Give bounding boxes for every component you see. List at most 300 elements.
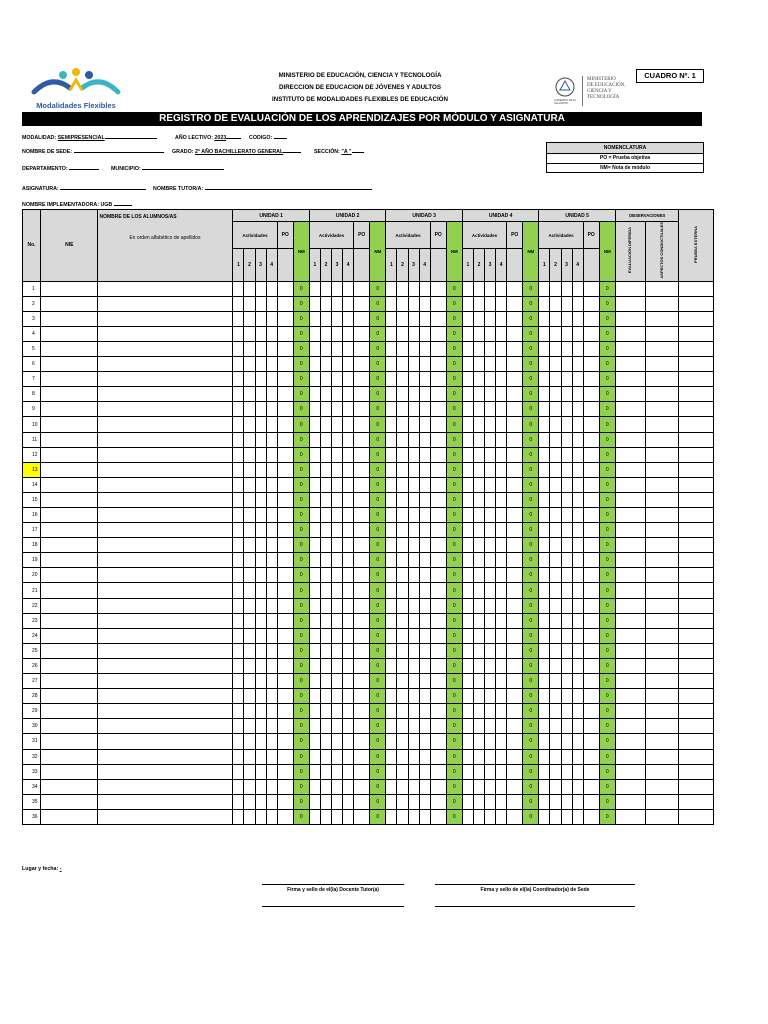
evaluacion-diferida-cell[interactable]: [615, 462, 645, 477]
po-score-cell[interactable]: [354, 628, 370, 643]
activity-score-cell[interactable]: [386, 553, 397, 568]
po-score-cell[interactable]: [583, 719, 599, 734]
activity-score-cell[interactable]: [462, 704, 473, 719]
activity-score-cell[interactable]: [266, 311, 277, 326]
activity-score-cell[interactable]: [419, 689, 430, 704]
activity-score-cell[interactable]: [572, 779, 583, 794]
activity-score-cell[interactable]: [572, 296, 583, 311]
aspectos-conductuales-cell[interactable]: [646, 598, 679, 613]
activity-score-cell[interactable]: [255, 794, 266, 809]
po-score-cell[interactable]: [277, 583, 293, 598]
activity-score-cell[interactable]: [496, 402, 507, 417]
activity-score-cell[interactable]: [572, 341, 583, 356]
activity-score-cell[interactable]: [496, 704, 507, 719]
activity-score-cell[interactable]: [462, 674, 473, 689]
activity-score-cell[interactable]: [309, 477, 320, 492]
prueba-externa-cell[interactable]: [679, 357, 714, 372]
activity-score-cell[interactable]: [550, 553, 561, 568]
activity-score-cell[interactable]: [343, 583, 354, 598]
aspectos-conductuales-cell[interactable]: [646, 372, 679, 387]
prueba-externa-cell[interactable]: [679, 387, 714, 402]
activity-score-cell[interactable]: [485, 719, 496, 734]
activity-score-cell[interactable]: [419, 583, 430, 598]
activity-score-cell[interactable]: [320, 568, 331, 583]
activity-score-cell[interactable]: [343, 372, 354, 387]
activity-score-cell[interactable]: [485, 311, 496, 326]
evaluacion-diferida-cell[interactable]: [615, 689, 645, 704]
activity-score-cell[interactable]: [496, 538, 507, 553]
activity-score-cell[interactable]: [572, 643, 583, 658]
activity-score-cell[interactable]: [473, 643, 484, 658]
activity-score-cell[interactable]: [408, 508, 419, 523]
activity-score-cell[interactable]: [386, 704, 397, 719]
activity-score-cell[interactable]: [233, 387, 244, 402]
activity-score-cell[interactable]: [462, 809, 473, 824]
aspectos-conductuales-cell[interactable]: [646, 523, 679, 538]
po-score-cell[interactable]: [507, 387, 523, 402]
po-score-cell[interactable]: [507, 674, 523, 689]
po-score-cell[interactable]: [277, 689, 293, 704]
activity-score-cell[interactable]: [572, 402, 583, 417]
activity-score-cell[interactable]: [397, 311, 408, 326]
po-score-cell[interactable]: [430, 568, 446, 583]
activity-score-cell[interactable]: [496, 492, 507, 507]
activity-score-cell[interactable]: [419, 311, 430, 326]
activity-score-cell[interactable]: [408, 643, 419, 658]
activity-score-cell[interactable]: [255, 734, 266, 749]
activity-score-cell[interactable]: [233, 417, 244, 432]
activity-score-cell[interactable]: [332, 372, 343, 387]
activity-score-cell[interactable]: [309, 779, 320, 794]
evaluacion-diferida-cell[interactable]: [615, 719, 645, 734]
po-score-cell[interactable]: [507, 281, 523, 296]
activity-score-cell[interactable]: [397, 598, 408, 613]
activity-score-cell[interactable]: [255, 447, 266, 462]
activity-score-cell[interactable]: [266, 432, 277, 447]
po-score-cell[interactable]: [430, 311, 446, 326]
activity-score-cell[interactable]: [255, 719, 266, 734]
aspectos-conductuales-cell[interactable]: [646, 341, 679, 356]
activity-score-cell[interactable]: [485, 764, 496, 779]
activity-score-cell[interactable]: [485, 568, 496, 583]
activity-score-cell[interactable]: [332, 281, 343, 296]
nie-cell[interactable]: [41, 613, 98, 628]
activity-score-cell[interactable]: [539, 764, 550, 779]
activity-score-cell[interactable]: [462, 583, 473, 598]
activity-score-cell[interactable]: [397, 326, 408, 341]
activity-score-cell[interactable]: [496, 417, 507, 432]
aspectos-conductuales-cell[interactable]: [646, 538, 679, 553]
activity-score-cell[interactable]: [343, 658, 354, 673]
activity-score-cell[interactable]: [255, 508, 266, 523]
activity-score-cell[interactable]: [244, 462, 255, 477]
activity-score-cell[interactable]: [408, 719, 419, 734]
activity-score-cell[interactable]: [419, 417, 430, 432]
activity-score-cell[interactable]: [266, 779, 277, 794]
activity-score-cell[interactable]: [462, 598, 473, 613]
prueba-externa-cell[interactable]: [679, 402, 714, 417]
activity-score-cell[interactable]: [572, 809, 583, 824]
activity-score-cell[interactable]: [572, 719, 583, 734]
activity-score-cell[interactable]: [419, 764, 430, 779]
prueba-externa-cell[interactable]: [679, 613, 714, 628]
activity-score-cell[interactable]: [462, 326, 473, 341]
activity-score-cell[interactable]: [332, 583, 343, 598]
po-score-cell[interactable]: [277, 326, 293, 341]
po-score-cell[interactable]: [430, 492, 446, 507]
activity-score-cell[interactable]: [462, 523, 473, 538]
activity-score-cell[interactable]: [320, 794, 331, 809]
activity-score-cell[interactable]: [332, 658, 343, 673]
activity-score-cell[interactable]: [397, 719, 408, 734]
activity-score-cell[interactable]: [550, 613, 561, 628]
activity-score-cell[interactable]: [473, 447, 484, 462]
prueba-externa-cell[interactable]: [679, 583, 714, 598]
activity-score-cell[interactable]: [539, 568, 550, 583]
nie-cell[interactable]: [41, 689, 98, 704]
activity-score-cell[interactable]: [309, 598, 320, 613]
evaluacion-diferida-cell[interactable]: [615, 523, 645, 538]
activity-score-cell[interactable]: [419, 719, 430, 734]
po-score-cell[interactable]: [583, 734, 599, 749]
activity-score-cell[interactable]: [572, 508, 583, 523]
po-score-cell[interactable]: [430, 553, 446, 568]
aspectos-conductuales-cell[interactable]: [646, 508, 679, 523]
activity-score-cell[interactable]: [244, 296, 255, 311]
activity-score-cell[interactable]: [386, 492, 397, 507]
po-score-cell[interactable]: [507, 326, 523, 341]
activity-score-cell[interactable]: [496, 387, 507, 402]
activity-score-cell[interactable]: [539, 477, 550, 492]
activity-score-cell[interactable]: [485, 734, 496, 749]
po-score-cell[interactable]: [583, 794, 599, 809]
activity-score-cell[interactable]: [244, 568, 255, 583]
activity-score-cell[interactable]: [408, 749, 419, 764]
evaluacion-diferida-cell[interactable]: [615, 643, 645, 658]
activity-score-cell[interactable]: [572, 492, 583, 507]
prueba-externa-cell[interactable]: [679, 281, 714, 296]
activity-score-cell[interactable]: [320, 704, 331, 719]
aspectos-conductuales-cell[interactable]: [646, 281, 679, 296]
activity-score-cell[interactable]: [473, 658, 484, 673]
prueba-externa-cell[interactable]: [679, 326, 714, 341]
activity-score-cell[interactable]: [397, 568, 408, 583]
activity-score-cell[interactable]: [485, 281, 496, 296]
student-name-cell[interactable]: [98, 568, 233, 583]
activity-score-cell[interactable]: [309, 764, 320, 779]
activity-score-cell[interactable]: [539, 779, 550, 794]
po-score-cell[interactable]: [277, 508, 293, 523]
activity-score-cell[interactable]: [244, 432, 255, 447]
aspectos-conductuales-cell[interactable]: [646, 447, 679, 462]
activity-score-cell[interactable]: [233, 372, 244, 387]
activity-score-cell[interactable]: [320, 326, 331, 341]
activity-score-cell[interactable]: [266, 296, 277, 311]
nie-cell[interactable]: [41, 719, 98, 734]
activity-score-cell[interactable]: [539, 704, 550, 719]
activity-score-cell[interactable]: [550, 492, 561, 507]
activity-score-cell[interactable]: [332, 628, 343, 643]
nie-cell[interactable]: [41, 523, 98, 538]
activity-score-cell[interactable]: [343, 553, 354, 568]
activity-score-cell[interactable]: [397, 447, 408, 462]
prueba-externa-cell[interactable]: [679, 764, 714, 779]
activity-score-cell[interactable]: [572, 794, 583, 809]
activity-score-cell[interactable]: [496, 658, 507, 673]
activity-score-cell[interactable]: [309, 704, 320, 719]
activity-score-cell[interactable]: [485, 341, 496, 356]
aspectos-conductuales-cell[interactable]: [646, 674, 679, 689]
activity-score-cell[interactable]: [485, 372, 496, 387]
student-name-cell[interactable]: [98, 583, 233, 598]
po-score-cell[interactable]: [583, 462, 599, 477]
asignatura-input[interactable]: [60, 184, 146, 190]
activity-score-cell[interactable]: [539, 628, 550, 643]
po-score-cell[interactable]: [507, 523, 523, 538]
activity-score-cell[interactable]: [485, 477, 496, 492]
activity-score-cell[interactable]: [539, 719, 550, 734]
activity-score-cell[interactable]: [255, 749, 266, 764]
activity-score-cell[interactable]: [255, 326, 266, 341]
activity-score-cell[interactable]: [496, 462, 507, 477]
activity-score-cell[interactable]: [550, 734, 561, 749]
po-score-cell[interactable]: [507, 477, 523, 492]
prueba-externa-cell[interactable]: [679, 658, 714, 673]
student-name-cell[interactable]: [98, 387, 233, 402]
activity-score-cell[interactable]: [255, 598, 266, 613]
po-score-cell[interactable]: [277, 417, 293, 432]
activity-score-cell[interactable]: [539, 794, 550, 809]
activity-score-cell[interactable]: [485, 613, 496, 628]
po-score-cell[interactable]: [277, 764, 293, 779]
activity-score-cell[interactable]: [386, 749, 397, 764]
activity-score-cell[interactable]: [473, 794, 484, 809]
po-score-cell[interactable]: [277, 613, 293, 628]
po-score-cell[interactable]: [354, 417, 370, 432]
activity-score-cell[interactable]: [386, 764, 397, 779]
activity-score-cell[interactable]: [343, 387, 354, 402]
activity-score-cell[interactable]: [550, 447, 561, 462]
student-name-cell[interactable]: [98, 749, 233, 764]
activity-score-cell[interactable]: [485, 357, 496, 372]
po-score-cell[interactable]: [430, 402, 446, 417]
activity-score-cell[interactable]: [496, 553, 507, 568]
po-score-cell[interactable]: [430, 809, 446, 824]
activity-score-cell[interactable]: [266, 372, 277, 387]
po-score-cell[interactable]: [430, 372, 446, 387]
activity-score-cell[interactable]: [397, 492, 408, 507]
po-score-cell[interactable]: [354, 402, 370, 417]
activity-score-cell[interactable]: [386, 326, 397, 341]
activity-score-cell[interactable]: [561, 538, 572, 553]
activity-score-cell[interactable]: [473, 583, 484, 598]
activity-score-cell[interactable]: [408, 311, 419, 326]
po-score-cell[interactable]: [354, 296, 370, 311]
activity-score-cell[interactable]: [244, 447, 255, 462]
nie-cell[interactable]: [41, 674, 98, 689]
evaluacion-diferida-cell[interactable]: [615, 508, 645, 523]
activity-score-cell[interactable]: [397, 296, 408, 311]
activity-score-cell[interactable]: [462, 689, 473, 704]
activity-score-cell[interactable]: [408, 779, 419, 794]
activity-score-cell[interactable]: [244, 523, 255, 538]
activity-score-cell[interactable]: [343, 296, 354, 311]
po-score-cell[interactable]: [354, 719, 370, 734]
activity-score-cell[interactable]: [332, 809, 343, 824]
activity-score-cell[interactable]: [233, 523, 244, 538]
activity-score-cell[interactable]: [266, 764, 277, 779]
activity-score-cell[interactable]: [539, 432, 550, 447]
activity-score-cell[interactable]: [332, 357, 343, 372]
activity-score-cell[interactable]: [233, 326, 244, 341]
activity-score-cell[interactable]: [255, 432, 266, 447]
activity-score-cell[interactable]: [343, 689, 354, 704]
activity-score-cell[interactable]: [386, 583, 397, 598]
activity-score-cell[interactable]: [233, 719, 244, 734]
prueba-externa-cell[interactable]: [679, 719, 714, 734]
activity-score-cell[interactable]: [408, 477, 419, 492]
activity-score-cell[interactable]: [550, 764, 561, 779]
aspectos-conductuales-cell[interactable]: [646, 809, 679, 824]
activity-score-cell[interactable]: [233, 477, 244, 492]
activity-score-cell[interactable]: [561, 417, 572, 432]
activity-score-cell[interactable]: [255, 341, 266, 356]
activity-score-cell[interactable]: [408, 704, 419, 719]
activity-score-cell[interactable]: [255, 387, 266, 402]
activity-score-cell[interactable]: [485, 749, 496, 764]
evaluacion-diferida-cell[interactable]: [615, 326, 645, 341]
prueba-externa-cell[interactable]: [679, 492, 714, 507]
po-score-cell[interactable]: [354, 764, 370, 779]
activity-score-cell[interactable]: [419, 779, 430, 794]
activity-score-cell[interactable]: [244, 749, 255, 764]
activity-score-cell[interactable]: [332, 326, 343, 341]
activity-score-cell[interactable]: [462, 643, 473, 658]
po-score-cell[interactable]: [354, 538, 370, 553]
po-score-cell[interactable]: [277, 643, 293, 658]
activity-score-cell[interactable]: [572, 417, 583, 432]
activity-score-cell[interactable]: [309, 583, 320, 598]
prueba-externa-cell[interactable]: [679, 628, 714, 643]
activity-score-cell[interactable]: [462, 341, 473, 356]
nie-cell[interactable]: [41, 462, 98, 477]
po-score-cell[interactable]: [507, 583, 523, 598]
activity-score-cell[interactable]: [332, 794, 343, 809]
evaluacion-diferida-cell[interactable]: [615, 568, 645, 583]
po-score-cell[interactable]: [507, 734, 523, 749]
po-score-cell[interactable]: [354, 674, 370, 689]
activity-score-cell[interactable]: [343, 432, 354, 447]
activity-score-cell[interactable]: [473, 628, 484, 643]
student-name-cell[interactable]: [98, 477, 233, 492]
activity-score-cell[interactable]: [266, 553, 277, 568]
activity-score-cell[interactable]: [233, 341, 244, 356]
activity-score-cell[interactable]: [550, 628, 561, 643]
activity-score-cell[interactable]: [550, 538, 561, 553]
student-name-cell[interactable]: [98, 719, 233, 734]
activity-score-cell[interactable]: [572, 538, 583, 553]
activity-score-cell[interactable]: [244, 583, 255, 598]
activity-score-cell[interactable]: [233, 553, 244, 568]
aspectos-conductuales-cell[interactable]: [646, 779, 679, 794]
activity-score-cell[interactable]: [255, 643, 266, 658]
activity-score-cell[interactable]: [539, 311, 550, 326]
activity-score-cell[interactable]: [343, 402, 354, 417]
activity-score-cell[interactable]: [233, 508, 244, 523]
activity-score-cell[interactable]: [266, 508, 277, 523]
activity-score-cell[interactable]: [320, 674, 331, 689]
po-score-cell[interactable]: [277, 674, 293, 689]
activity-score-cell[interactable]: [550, 326, 561, 341]
activity-score-cell[interactable]: [320, 477, 331, 492]
prueba-externa-cell[interactable]: [679, 779, 714, 794]
activity-score-cell[interactable]: [397, 341, 408, 356]
activity-score-cell[interactable]: [496, 583, 507, 598]
po-score-cell[interactable]: [507, 341, 523, 356]
aspectos-conductuales-cell[interactable]: [646, 432, 679, 447]
activity-score-cell[interactable]: [255, 372, 266, 387]
tutor-input[interactable]: [205, 184, 372, 190]
activity-score-cell[interactable]: [309, 794, 320, 809]
activity-score-cell[interactable]: [386, 643, 397, 658]
prueba-externa-cell[interactable]: [679, 674, 714, 689]
activity-score-cell[interactable]: [485, 523, 496, 538]
activity-score-cell[interactable]: [496, 477, 507, 492]
activity-score-cell[interactable]: [309, 492, 320, 507]
aspectos-conductuales-cell[interactable]: [646, 417, 679, 432]
activity-score-cell[interactable]: [462, 734, 473, 749]
aspectos-conductuales-cell[interactable]: [646, 568, 679, 583]
activity-score-cell[interactable]: [320, 296, 331, 311]
po-score-cell[interactable]: [583, 402, 599, 417]
activity-score-cell[interactable]: [550, 372, 561, 387]
activity-score-cell[interactable]: [572, 326, 583, 341]
activity-score-cell[interactable]: [255, 674, 266, 689]
activity-score-cell[interactable]: [473, 809, 484, 824]
po-score-cell[interactable]: [430, 357, 446, 372]
po-score-cell[interactable]: [430, 658, 446, 673]
activity-score-cell[interactable]: [244, 492, 255, 507]
activity-score-cell[interactable]: [320, 734, 331, 749]
activity-score-cell[interactable]: [496, 764, 507, 779]
activity-score-cell[interactable]: [496, 613, 507, 628]
activity-score-cell[interactable]: [233, 749, 244, 764]
po-score-cell[interactable]: [507, 357, 523, 372]
activity-score-cell[interactable]: [386, 402, 397, 417]
prueba-externa-cell[interactable]: [679, 417, 714, 432]
activity-score-cell[interactable]: [462, 372, 473, 387]
activity-score-cell[interactable]: [408, 341, 419, 356]
activity-score-cell[interactable]: [332, 523, 343, 538]
activity-score-cell[interactable]: [473, 387, 484, 402]
nie-cell[interactable]: [41, 296, 98, 311]
po-score-cell[interactable]: [430, 462, 446, 477]
po-score-cell[interactable]: [430, 704, 446, 719]
activity-score-cell[interactable]: [343, 462, 354, 477]
activity-score-cell[interactable]: [266, 357, 277, 372]
activity-score-cell[interactable]: [255, 628, 266, 643]
activity-score-cell[interactable]: [473, 704, 484, 719]
activity-score-cell[interactable]: [550, 674, 561, 689]
implementadora-input[interactable]: [114, 200, 132, 206]
activity-score-cell[interactable]: [320, 598, 331, 613]
activity-score-cell[interactable]: [462, 447, 473, 462]
po-score-cell[interactable]: [583, 477, 599, 492]
activity-score-cell[interactable]: [386, 341, 397, 356]
activity-score-cell[interactable]: [550, 658, 561, 673]
activity-score-cell[interactable]: [309, 432, 320, 447]
activity-score-cell[interactable]: [473, 281, 484, 296]
